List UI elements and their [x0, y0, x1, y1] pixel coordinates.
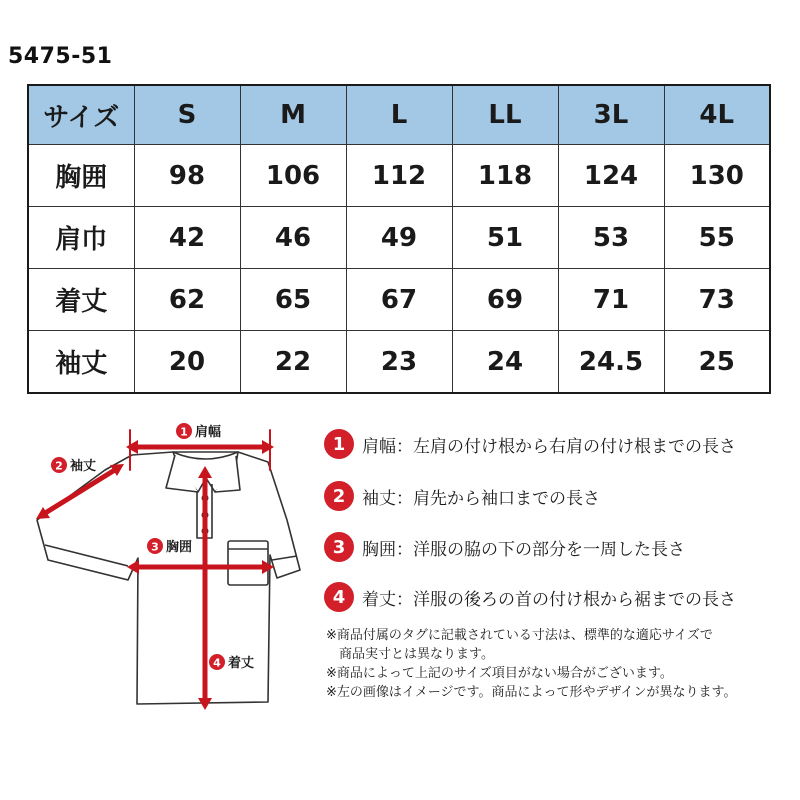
footnotes: [326, 626, 737, 702]
footnote: ※商品付属のタグに記載されている寸法は、標準的な適応サイズで: [326, 628, 713, 643]
size-col-header: 4L: [664, 85, 770, 145]
table-cell: 25: [664, 331, 770, 394]
legend-number-badge: 3: [324, 532, 354, 562]
legend-text: 肩幅：左肩の付け根から右肩の付け根までの長さ: [362, 436, 736, 457]
diagram-num-1: 1: [180, 425, 188, 439]
table-cell: 22: [240, 331, 346, 394]
table-row: [28, 331, 770, 394]
table-cell: 55: [664, 207, 770, 269]
diagram-label-chest: 胸囲: [166, 540, 193, 555]
table-cell: 24.5: [558, 331, 664, 394]
legend-text: 着丈：洋服の後ろの首の付け根から裾までの長さ: [362, 589, 736, 610]
legend-number-badge: 1: [324, 429, 354, 459]
model-number: 5475-51: [8, 44, 113, 69]
diagram-num-4: 4: [213, 656, 221, 670]
legend-number-badge: 4: [324, 582, 354, 612]
polo-shirt-illustration: [37, 452, 300, 704]
table-cell: 98: [134, 145, 240, 207]
diagram-label-sleeve: 袖丈: [70, 459, 97, 474]
table-cell: 20: [134, 331, 240, 394]
table-cell: 62: [134, 269, 240, 331]
table-row: [28, 207, 770, 269]
table-cell: 130: [664, 145, 770, 207]
table-cell: 106: [240, 145, 346, 207]
table-cell: 42: [134, 207, 240, 269]
diagram-label-shoulder: 肩幅: [195, 425, 222, 440]
size-table: [27, 84, 771, 394]
size-col-header: L: [346, 85, 452, 145]
size-col-header: M: [240, 85, 346, 145]
table-cell: 73: [664, 269, 770, 331]
legend-text: 胸囲：洋服の脇の下の部分を一周した長さ: [362, 539, 685, 560]
diagram-num-2: 2: [55, 459, 63, 473]
table-row: [28, 269, 770, 331]
list-item: [324, 581, 736, 613]
row-label: 胸囲: [28, 145, 134, 207]
footnote: ※左の画像はイメージです。商品によって形やデザインが異なります。: [326, 685, 737, 700]
table-cell: 51: [452, 207, 558, 269]
list-item: [324, 480, 600, 512]
table-cell: 71: [558, 269, 664, 331]
size-col-header: LL: [452, 85, 558, 145]
table-cell: 24: [452, 331, 558, 394]
diagram-label-length: 着丈: [228, 656, 255, 671]
table-cell: 49: [346, 207, 452, 269]
footnote: ※商品によって上記のサイズ項目がない場合がございます。: [326, 666, 673, 681]
row-label: 着丈: [28, 269, 134, 331]
size-col-header: 3L: [558, 85, 664, 145]
legend-text: 袖丈：肩先から袖口までの長さ: [362, 488, 600, 509]
table-row: [28, 145, 770, 207]
table-cell: 112: [346, 145, 452, 207]
legend-number-badge: 2: [324, 481, 354, 511]
diagram-num-3: 3: [151, 540, 159, 554]
row-label: 肩巾: [28, 207, 134, 269]
size-col-header: S: [134, 85, 240, 145]
table-cell: 69: [452, 269, 558, 331]
footnote-continuation: 商品実寸とは異なります。: [339, 647, 494, 662]
list-item: [324, 428, 736, 460]
table-cell: 67: [346, 269, 452, 331]
table-cell: 23: [346, 331, 452, 394]
shirt-measurement-diagram: [0, 410, 320, 730]
table-cell: 46: [240, 207, 346, 269]
table-cell: 118: [452, 145, 558, 207]
list-item: [324, 531, 685, 563]
table-cell: 65: [240, 269, 346, 331]
size-header-row: [28, 85, 770, 145]
row-label: 袖丈: [28, 331, 134, 394]
table-cell: 53: [558, 207, 664, 269]
size-header-label: サイズ: [28, 85, 134, 145]
table-cell: 124: [558, 145, 664, 207]
